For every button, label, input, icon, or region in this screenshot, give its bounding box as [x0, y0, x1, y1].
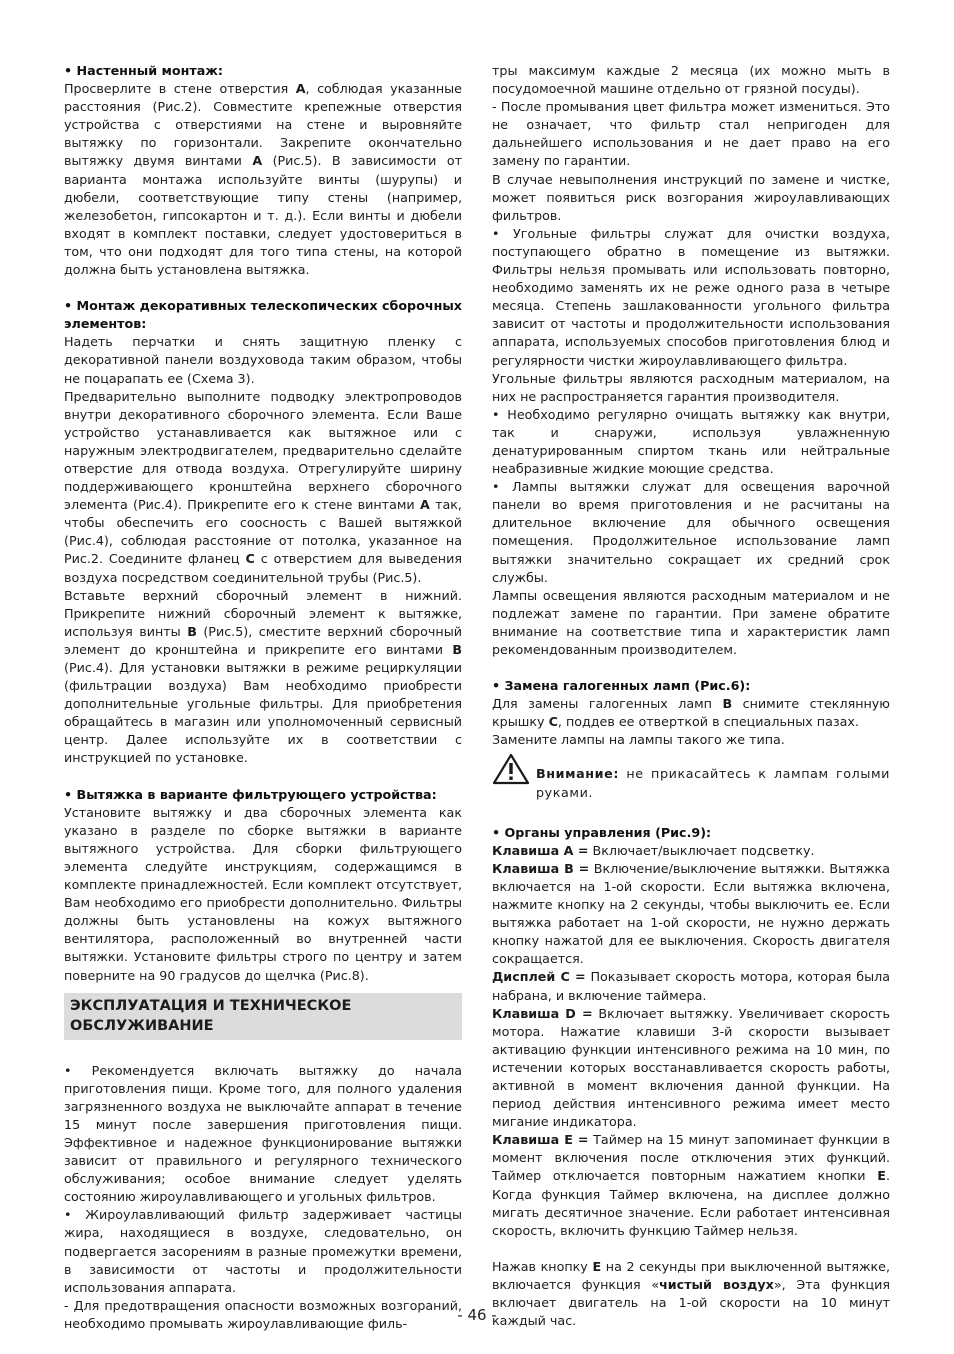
controls-heading: • Органы управления (Рис.9):: [492, 824, 712, 840]
warning-label: Внимание:: [536, 766, 619, 782]
warning-text: не прикасайтесь к лампам голыми руками.: [536, 766, 890, 800]
key-a-row: Клавиша A = Включает/выключает подсветку.: [492, 842, 815, 858]
key-b-row: Клавиша B = Включение/выключение вытяжки. Вытяжка включается на 1-ой скорости. Если вытяжка включена, нажмите кнопку на 2 секунды, чтобы выключить ее. Если вытяжка работает на 1-ой скорости, не нужно держать кнопку нажатой для ее выключения. Скорость двигателя сокращается.: [492, 860, 890, 967]
display-c-row: Дисплей C = Показывает скорость мотора, которая была набрана, и включение таймера.: [492, 969, 890, 1003]
warning-block: [492, 755, 890, 801]
lamp-replacement-text-2: Замените лампы на лампы такого же типа.: [492, 732, 785, 748]
page-number: - 46 -: [457, 1306, 497, 1324]
decorative-mount-text-3: Вставьте верхний сборочный элемент в нижний. Прикрепите нижний сборочный элемент к вытяжке, используя винты B (Рис.5), сместите верхний сборочный элемент до кронштейна и прикрепите его винтами B (Рис.4). Для установки вытяжки в режиме рециркуляции (фильтрации воздуха) Вам необходимо приобрести дополнительные угольные фильтры. Для приобретения обращайтесь в магазин или уполномоченный сервисный центр. Далее используйте их в соответствии с инструкцией по установке.: [64, 587, 462, 766]
maintenance-text-7: • Лампы вытяжки служат для освещения варочной панели во время приготовления и не расчитаны на длительное включение для обычного освещения помещения. Продолжительное использование ламп вытяжки значительно сокращает их средний срок службы.: [492, 479, 890, 585]
maintenance-text-8: Лампы освещения являются расходным материалом и не подлежат замене по гарантии. При замене обратите внимание на соответствие типа и характеристик ламп рекомендованным производителем.: [492, 587, 890, 657]
section-title-line-1: ЭКСПЛУАТАЦИЯ И ТЕХНИЧЕСКОЕ: [70, 997, 352, 1014]
usage-text-1: • Рекомендуется включать вытяжку до начала приготовления пищи. Кроме того, для полного удаления загрязненного воздуха не выключайте аппарат в течение 15 минут после завершения приготовления пищи. Эффективное и надежное функционирование вытяжки зависит от правильного и регулярного технического обслуживания; особое внимание следует уделять состоянию жироулавливающего и угольных фильтров.: [64, 1062, 462, 1205]
clean-air-text: Нажав кнопку E на 2 секунды при выключенной вытяжке, включается функция «чистый воздух», Эта функция включает двигатель на 1-ой скорости на 10 минут каждый час.: [492, 1258, 890, 1329]
wall-mount-text: Просверлите в стене отверстия A, соблюдая указанные расстояния (Рис.2). Совместите крепежные отверстия устройства с отверстиями на стене и выровняйте вытяжку по горизонтали. Закрепите окончательно вытяжку двумя винтами A (Рис.5). В зависимости от варианта монтажа используйте винты (шурупы) и дюбели, соответствующие типу стены (например, железобетон, гипсокартон и т. д.). Если винты и дюбели входят в комплект поставки, следует удостовериться в том, что они подходят для того типа стены, на которой должна быть установлена вытяжка.: [64, 81, 462, 278]
filter-mode-text: Установите вытяжку и два сборочных элемента как указано в разделе по сборке вытяжки в варианте вытяжного устройства. Для сборки фильтрующего элемента следуйте инструкциям, содержащимся в комплекте принадлежностей. Если комплект отсутствует, Вам необходимо его приобрести дополнительно. Фильтры должны быть установлены на кожух вытяжного вентилятора, расположенный во внутренней части вытяжки. Установите фильтры строго по центру и затем поверните на 90 градусов до щелчка (Рис.8).: [64, 804, 462, 983]
maintenance-text-6: • Необходимо регулярно очищать вытяжку как внутри, так и снаружи, используя увлажненную денатурированным спиртом ткань или нейтральные неабразивные жидкие моющие средства.: [492, 406, 890, 477]
decorative-mount-text-2: Предварительно выполните подводку электропроводов внутри декоративного сборочного элемента. Если Ваше устройство устанавливается как вытяжное или с наружным электродвигателем, предварительно сделайте отверстие для отвода воздуха. Отрегулируйте ширину поддерживающего кронштейна верхнего сборочного элемента (Рис.4). Прикрепите его к стене винтами A так, чтобы обеспечить его соосность с Вашей вытяжкой (Рис.4), соблюдая расстояние от потолка, указанное на Рис.2. Соедините фланец C с отверстием для выведения воздуха посредством соединительной трубы (Рис.5).: [64, 388, 462, 585]
key-d-row: Клавиша D = Включает вытяжку. Увеличивает скорость мотора. Нажатие клавиши 3-й скорости вызывает активацию функции интенсивного режима на 10 мин, по истечении которых восстанавливается скорость работы, активной в момент включения данной функции. На период действия интенсивного режима имеет место мигание индикатора.: [492, 1005, 890, 1130]
maintenance-text-5: Угольные фильтры являются расходным материалом, на них не распространяется гарантия производителя.: [492, 370, 890, 404]
left-column: [64, 62, 462, 1333]
right-column: [492, 62, 890, 1330]
filter-mode-heading: • Вытяжка в варианте фильтрующего устройства:: [64, 786, 437, 802]
decorative-mount-text-1: Надеть перчатки и снять защитную пленку с декоративной панели воздуховода таким образом, чтобы не поцарапать ее (Схема 3).: [64, 334, 462, 386]
section-title-line-2: ОБСЛУЖИВАНИЕ: [70, 1017, 214, 1034]
key-e-row: Клавиша E = Таймер на 15 минут запоминает функции в момент включения после отключения этих функций. Таймер отключается повторным нажатием кнопки E. Когда функция Таймер включена, на дисплее должно мигать десятичное значение. Если работает интенсивная скорость, включить функцию Таймер нельзя.: [492, 1132, 890, 1238]
maintenance-text-1: тры максимум каждые 2 месяца (их можно мыть в посудомоечной машине отдельно от грязной посуды).: [492, 63, 890, 97]
warning-triangle-icon: [492, 753, 530, 785]
lamp-replacement-text: Для замены галогенных ламп B снимите стеклянную крышку C, поддев ее отверткой в специальных пазах.: [492, 696, 890, 730]
usage-text-3: - Для предотвращения опасности возможных возгораний, необходимо промывать жироулавливающие филь-: [64, 1297, 462, 1331]
section-title-box: [64, 993, 462, 1040]
maintenance-text-3: В случае невыполнения инструкций по замене и чистке, может появиться риск возгорания жироулавливающих фильтров.: [492, 171, 890, 223]
decorative-mount-heading: • Монтаж декоративных телескопических сборочных элементов:: [64, 298, 462, 332]
wall-mount-heading: • Настенный монтаж:: [64, 63, 223, 78]
usage-text-2: • Жироулавливающий фильтр задерживает частицы жира, находящиеся в воздухе, следовательно, он подвергается засорениям в разные промежутки времени, в зависимости от частоты и продолжительности использования аппарата.: [64, 1207, 462, 1295]
maintenance-text-2: - После промывания цвет фильтра может измениться. Это не означает, что фильтр стал непригоден для дальнейшего использования и не дает право на его замену по гарантии.: [492, 99, 890, 169]
maintenance-text-4: • Угольные фильтры служат для очистки воздуха, поступающего обратно в помещение из вытяжки. Фильтры нельзя промывать или использовать повторно, необходимо заменять их не реже одного раза в четыре месяца. Степень зашлакованности угольного фильтра зависит от частоты и продолжительности использования аппарата, используемых способов приготовления блюд и регулярности чистки жироулавливающего фильтра.: [492, 225, 890, 368]
lamp-replacement-heading: • Замена галогенных ламп (Рис.6):: [492, 678, 751, 694]
